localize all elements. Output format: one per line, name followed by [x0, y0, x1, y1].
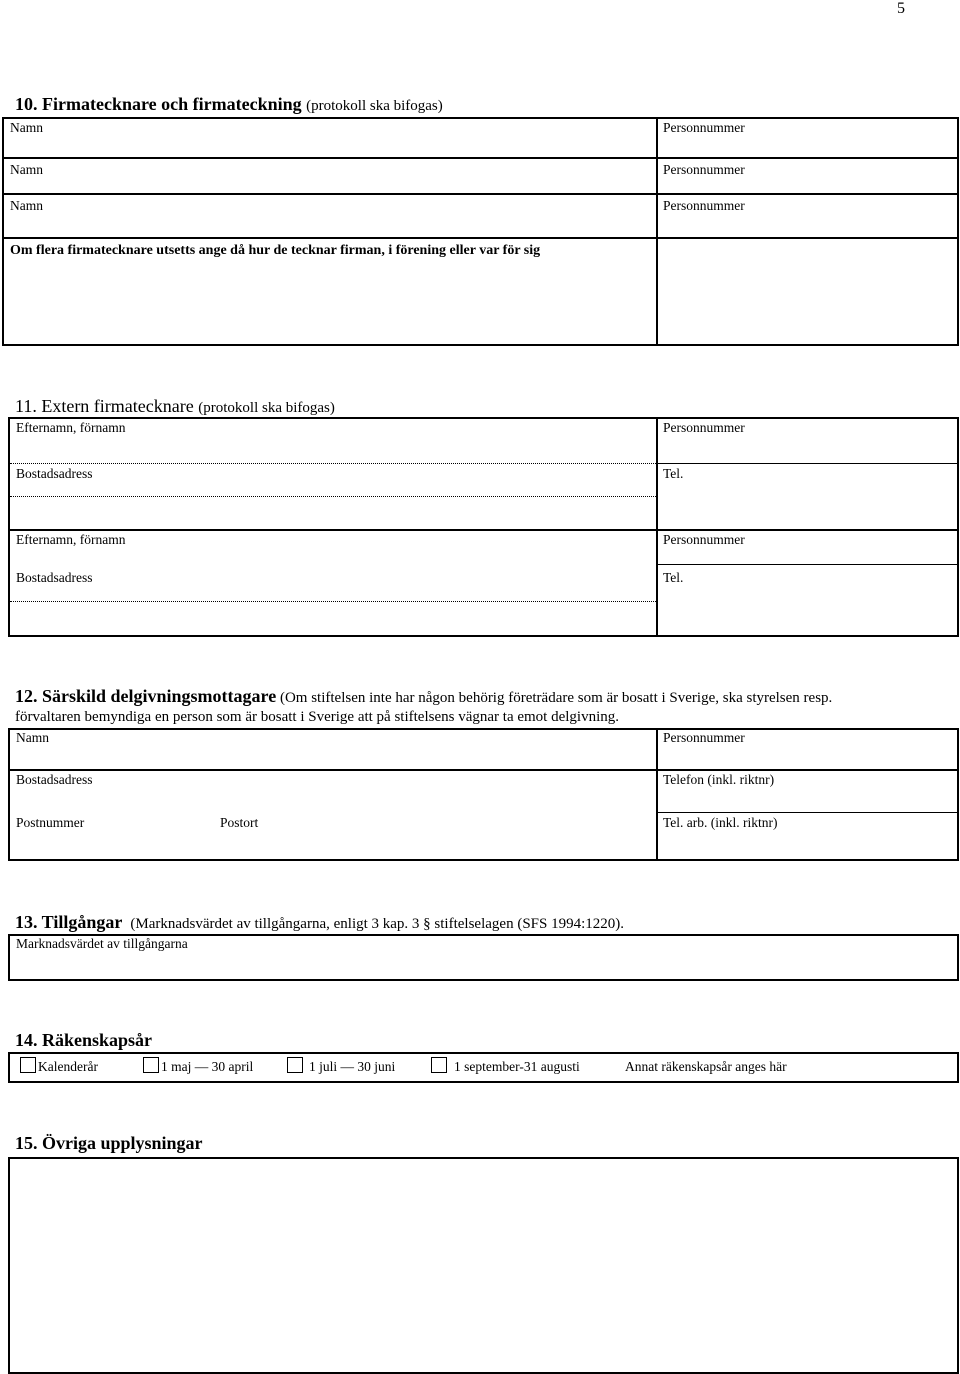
- divider: [8, 529, 959, 531]
- divider: [2, 237, 959, 239]
- section-13-title: [15, 912, 624, 933]
- section-10-heading: 10. Firmatecknare och firmateckning: [15, 94, 302, 114]
- section-10-note: (protokoll ska bifogas): [306, 98, 443, 114]
- signing-method-field[interactable]: Om flera firmatecknare utsetts ange då hur de tecknar firman, i förening eller var för sig: [10, 243, 541, 258]
- personnummer-field-3[interactable]: Personnummer: [663, 198, 745, 213]
- section-10-box: [2, 117, 959, 346]
- name-field-3[interactable]: Namn: [10, 198, 43, 213]
- extern-personnummer-field-2[interactable]: Personnummer: [663, 532, 745, 547]
- option-september-augusti-checkbox[interactable]: [431, 1057, 447, 1073]
- section-12-divider: [656, 728, 658, 861]
- extern-address-field-2[interactable]: Bostadsadress: [16, 570, 93, 585]
- name-field-1[interactable]: Namn: [10, 120, 43, 135]
- section-10-title: [15, 94, 443, 115]
- section-12-title: [15, 686, 832, 707]
- divider: [2, 157, 959, 159]
- receiver-postnummer-field[interactable]: Postnummer: [16, 815, 85, 830]
- dotted-line: [10, 496, 656, 497]
- divider: [656, 564, 958, 565]
- personnummer-field-1[interactable]: Personnummer: [663, 120, 745, 135]
- section-13-note: (Marknadsvärdet av tillgångarna, enligt 3 kap. 3 § stiftelselagen (SFS 1994:1220).: [130, 916, 625, 932]
- extern-name-field-2[interactable]: Efternamn, förnamn: [16, 532, 126, 547]
- extern-name-field-1[interactable]: Efternamn, förnamn: [16, 420, 126, 435]
- divider: [8, 769, 959, 771]
- option-maj-april-label: 1 maj — 30 april: [161, 1059, 254, 1074]
- receiver-name-field[interactable]: Namn: [16, 730, 49, 745]
- extern-address-field-1[interactable]: Bostadsadress: [16, 466, 93, 481]
- section-12-note-line1: (Om stiftelsen inte har någon behörig företrädare som är bosatt i Sverige, ska styrelsen resp.: [279, 690, 833, 706]
- divider: [656, 463, 958, 464]
- other-info-textarea[interactable]: [8, 1157, 959, 1374]
- personnummer-field-2[interactable]: Personnummer: [663, 162, 745, 177]
- option-september-augusti-label: 1 september-31 augusti: [454, 1059, 580, 1074]
- section-11-title: [15, 396, 335, 417]
- section-11-note: (protokoll ska bifogas): [198, 400, 335, 416]
- option-maj-april-checkbox[interactable]: [143, 1057, 159, 1073]
- section-12-box: [8, 728, 959, 861]
- option-juli-juni-label: 1 juli — 30 juni: [309, 1059, 396, 1074]
- other-fiscal-year-field[interactable]: Annat räkenskapsår anges här: [625, 1059, 787, 1074]
- section-14-title: 14. Räkenskapsår: [15, 1030, 153, 1050]
- extern-tel-field-1[interactable]: Tel.: [663, 466, 684, 481]
- dotted-line: [10, 463, 656, 464]
- section-11-box: [8, 417, 959, 637]
- section-12-heading: 12. Särskild delgivningsmottagare: [15, 686, 277, 706]
- receiver-phone-field[interactable]: Telefon (inkl. riktnr): [663, 772, 775, 787]
- receiver-work-phone-field[interactable]: Tel. arb. (inkl. riktnr): [663, 815, 778, 830]
- option-kalenderar-label: Kalenderår: [38, 1059, 98, 1074]
- dotted-line: [10, 601, 656, 602]
- asset-value-field[interactable]: Marknadsvärdet av tillgångarna: [16, 936, 188, 951]
- name-field-2[interactable]: Namn: [10, 162, 43, 177]
- section-13-heading: 13. Tillgångar: [15, 912, 123, 932]
- section-11-heading: 11. Extern firmatecknare: [15, 396, 194, 416]
- option-juli-juni-checkbox[interactable]: [287, 1057, 303, 1073]
- section-15-title: 15. Övriga upplysningar: [15, 1133, 203, 1153]
- page-number: 5: [897, 0, 905, 17]
- divider: [2, 193, 959, 195]
- extern-personnummer-field-1[interactable]: Personnummer: [663, 420, 745, 435]
- option-kalenderar-checkbox[interactable]: [20, 1057, 36, 1073]
- receiver-postort-field[interactable]: Postort: [220, 815, 259, 830]
- divider: [656, 812, 958, 813]
- section-11-divider: [656, 417, 658, 637]
- receiver-address-field[interactable]: Bostadsadress: [16, 772, 93, 787]
- section-10-divider: [656, 117, 658, 346]
- extern-tel-field-2[interactable]: Tel.: [663, 570, 684, 585]
- section-12-note-line2: förvaltaren bemyndiga en person som är bosatt i Sverige att på stiftelsens vägnar ta emot delgivning.: [15, 709, 619, 725]
- receiver-personnummer-field[interactable]: Personnummer: [663, 730, 745, 745]
